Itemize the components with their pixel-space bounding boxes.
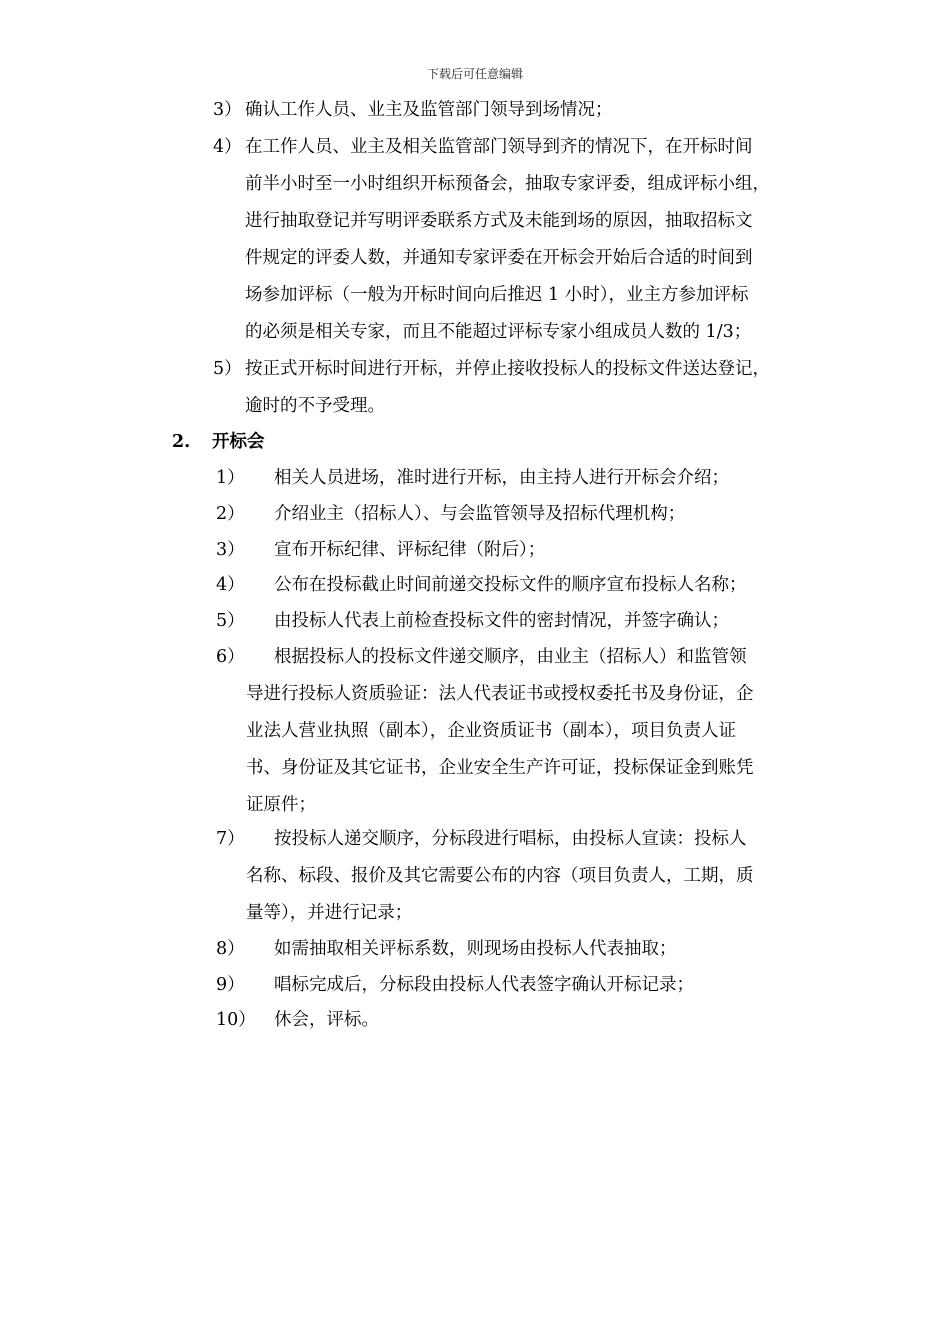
list-item	[216, 532, 812, 569]
list-item-text: 休会，评标。	[274, 1010, 379, 1030]
list-item-number: 4）	[216, 575, 245, 595]
list-item	[216, 931, 812, 968]
list-item	[216, 639, 812, 824]
list-item	[216, 496, 812, 533]
text-line: 逾时的不予受理。	[245, 396, 385, 416]
text-line: 书、身份证及其它证书，企业安全生产许可证，投标保证金到账凭	[246, 758, 754, 778]
list-item-number: 9）	[216, 975, 245, 995]
list-item	[213, 92, 823, 129]
list-item-number: 3）	[216, 540, 245, 560]
list-item	[213, 351, 823, 425]
list-item-number: 7）	[216, 829, 245, 849]
list-item	[216, 1002, 812, 1039]
text-line: 按正式开标时间进行开标，并停止接收投标人的投标文件送达登记，	[245, 359, 770, 379]
list-item	[216, 460, 812, 497]
list-item	[213, 129, 823, 351]
list-item-text: 相关人员进场，准时进行开标，由主持人进行开标会介绍；	[274, 468, 729, 488]
list-item-text	[245, 92, 823, 129]
list-item-number: 5）	[213, 359, 242, 379]
section-number: 2.	[172, 432, 191, 452]
list-item-number: 2）	[216, 504, 245, 524]
list-item-text: 唱标完成后，分标段由投标人代表签字确认开标记录；	[274, 975, 694, 995]
list-item-number: 10）	[216, 1010, 256, 1030]
list-item	[216, 821, 812, 932]
page-header: 下载后可任意编辑	[426, 67, 523, 81]
list-item-text: 公布在投标截止时间前递交投标文件的顺序宣布投标人名称；	[274, 575, 747, 595]
text-line: 量等），并进行记录；	[246, 903, 413, 923]
list-item-text: 根据投标人的投标文件递交顺序，由业主（招标人）和监管领	[274, 647, 747, 667]
text-line: 证原件；	[246, 795, 316, 815]
text-line: 场参加评标（一般为开标时间向后推迟 1 小时），业主方参加评标	[245, 285, 749, 305]
list-item-text: 按投标人递交顺序，分标段进行唱标，由投标人宣读：投标人	[274, 829, 747, 849]
text-line: 在工作人员、业主及相关监管部门领导到齐的情况下，在开标时间	[245, 137, 753, 157]
list-item	[216, 603, 812, 640]
text-line: 的必须是相关专家，而且不能超过评标专家小组成员人数的 1/3；	[245, 322, 752, 342]
text-line: 名称、标段、报价及其它需要公布的内容（项目负责人，工期，质	[246, 866, 754, 886]
list-item-text	[245, 351, 823, 425]
text-line: 导进行投标人资质验证：法人代表证书或授权委托书及身份证，企	[246, 684, 754, 704]
text-line: 件规定的评委人数，并通知专家评委在开标会开始后合适的时间到	[245, 248, 753, 268]
list-item-text: 介绍业主（招标人）、与会监管领导及招标代理机构；	[274, 504, 686, 524]
section-title: 开标会	[212, 432, 265, 452]
list-item-number: 1）	[216, 468, 245, 488]
list-item	[216, 967, 812, 1004]
list-item-number: 3）	[213, 100, 242, 120]
list-item-number: 5）	[216, 611, 245, 631]
list-item-text	[245, 129, 823, 351]
list-item-text: 宣布开标纪律、评标纪律（附后）；	[274, 540, 546, 560]
list-item-number: 4）	[213, 137, 242, 157]
list-item-number: 6）	[216, 647, 245, 667]
list-item	[216, 567, 812, 604]
list-item-number: 8）	[216, 939, 245, 959]
section-heading	[172, 424, 572, 461]
text-line: 前半小时至一小时组织开标预备会，抽取专家评委，组成评标小组，	[245, 174, 770, 194]
text-line: 业法人营业执照（副本），企业资质证书（副本），项目负责人证	[246, 721, 736, 741]
text-line: 进行抽取登记并写明评委联系方式及未能到场的原因，抽取招标文	[245, 211, 753, 231]
text-line: 确认工作人员、业主及监管部门领导到场情况；	[245, 100, 613, 120]
list-item-text: 由投标人代表上前检查投标文件的密封情况，并签字确认；	[274, 611, 729, 631]
list-item-text: 如需抽取相关评标系数，则现场由投标人代表抽取；	[274, 939, 677, 959]
